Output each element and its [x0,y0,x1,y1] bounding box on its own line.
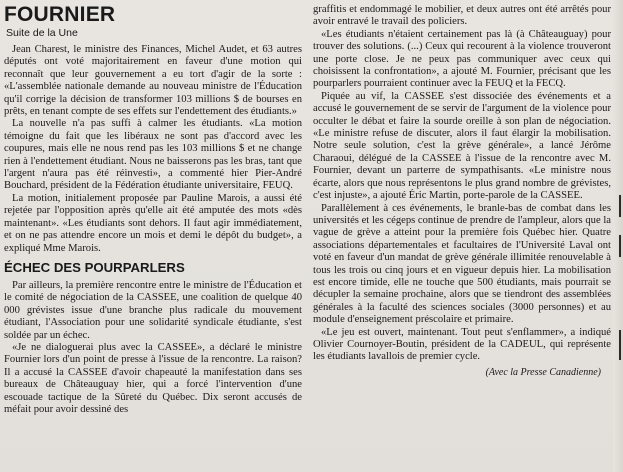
paragraph: La motion, initialement proposée par Pauline Marois, a aussi été rejetée par l'opposition après qu'elle ait été amputée des mots «dès maintenant». «Les étudiants sont dehors. Il faut agir immédiatement, et on ne pas attendre encore un mois et demi le dépôt du budget», a expliqué Mme Marois. [4,192,302,254]
paragraph: «Le jeu est ouvert, maintenant. Tout peut s'enflammer», a indiqué Olivier Cournoyer-Boutin, président de la CADEUL, qui représente les étudiants lavallois de premier cycle. [313,326,611,363]
paragraph: Jean Charest, le ministre des Finances, Michel Audet, et 63 autres députés ont voté majoritairement en faveur d'une motion qui reconnaît que leur gouvernement a eu tort d'agir de la sorte : «L'assemblée nationale demande au nouveau ministre de l'Éducation qu'il corrige la décision de transformer 103 millions $ de bourses en prêts, en tenant compte de ses effets sur l'endettement des étudiants.» [4,44,302,118]
section-subhead: ÉCHEC DES POURPARLERS [4,259,185,275]
article-headline: FOURNIER [4,4,116,26]
paragraph: Piquée au vif, la CASSEE s'est dissociée des événements et a accusé le gouvernement de se servir de l'argument de la violence pour occulter le débat et faire la sourde oreille à son plan de négociation. «Le ministre refuse de discuter, alors il faut élargir la mobilisation. Notre seule solution, c'est la grève générale», a lancé Jérôme Charaoui, délégué de la CASSEE à l'issue de la rencontre avec M. Fournier, devant un parterre de sympathisants. «Le ministre nous écarte, alors que nous représentons le plus grand nombre de grévistes, c'est injuste», a ajouté Éric Martin, porte-parole de la CASSEE. [313,90,611,202]
edge-rule [619,195,621,217]
right-column [313,4,611,472]
paragraph: La nouvelle n'a pas suffi à calmer les étudiants. «La motion témoigne du fait que les libéraux ne sont pas d'accord avec les coupures, mais elle ne nous rend pas les 103 millions $ et ne change rien à l'endettement étudiant. Nous ne baisserons pas les bras, tant que l'argent n'aura pas été réinvesti», a commenté hier Pier-André Bouchard, président de la Fédération étudiante universitaire, FEUQ. [4,118,302,192]
paragraph: Par ailleurs, la première rencontre entre le ministre de l'Éducation et le comité de négociation de la CASSEE, une coalition de quelque 40 000 grévistes issue d'une branche plus radicale du mouvement étudiant, l'Association pour une solidarité syndicale étudiante, s'est soldée par un échec. [4,279,302,341]
paragraph: graffitis et endommagé le mobilier, et deux autres ont été arrêtés pour avoir entravé le travail des policiers. [313,4,611,28]
edge-rule [619,330,621,360]
paragraph: Parallèlement à ces événements, le branle-bas de combat dans les universités et les cégeps continue de prendre de l'ampleur, alors que la vague de grève a atteint pour la première fois Québec hier. Quatre associations départementales et facultaires de l'Université Laval ont voté en faveur d'un mandat de grève générale illimitée renouvelable à tous les trois ou cinq jours et en vigueur depuis hier. La mobilisation est encore timide, elle ne touche que 500 étudiants, mais pourrait se décupler la semaine prochaine, alors que se tiendront des assemblées générales à la faculté des sciences sociales (3000 personnes) et au module d'enseignement préscolaire et primaire. [313,202,611,326]
edge-rule [619,235,621,257]
press-credit: (Avec la Presse Canadienne) [485,366,601,378]
paragraph: «Les étudiants n'étaient certainement pas là (à Châteauguay) pour trouver des solutions. (...) Ceux qui recourent à la violence trouveront une porte close. Je ne peux pas communiquer avec ceux qui choisissent la confrontation», a ajouté M. Fournier, précisant que les pourparlers pourraient continuer avec la FEUQ et la FECQ. [313,28,611,90]
left-column [4,4,302,472]
paragraph: «Je ne dialoguerai plus avec la CASSEE», a déclaré le ministre Fournier lors d'un point de presse à l'issue de la rencontre. La raison? Il a accusé la CASSEE d'avoir chapeauté la manifestation dans ses bureaux de Châteauguay hier, qui a forcé l'intervention d'une escouade tactique de la Sûreté du Québec. Dix seront accusés de méfait pour avoir dessiné des [4,341,302,415]
page-edge [613,0,623,472]
dateline: Suite de la Une [6,27,78,39]
